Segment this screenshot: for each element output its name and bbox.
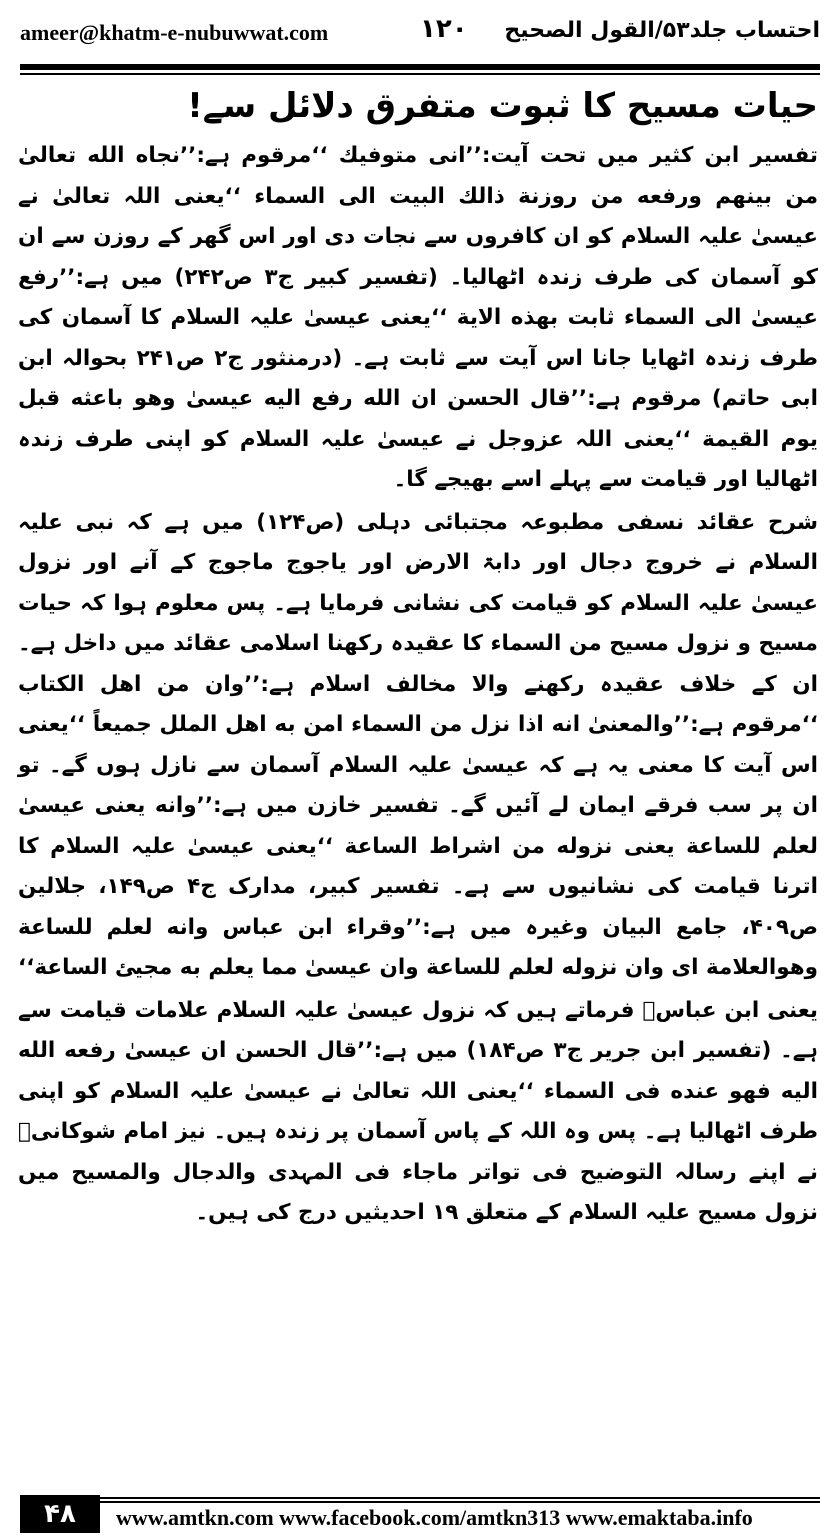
page-header — [20, 14, 820, 54]
footer-page-number: ۴۸ — [20, 1495, 100, 1533]
paragraph-3: یعنی ابن عباسؓ فرماتے ہیں کہ نزول عیسیٰ علیہ السلام علامات قیامت سے ہے۔ (تفسیر ابن جریر ج۳ ص۱۸۴) میں ہے:’’قال الحسن ان عیسیٰ رفعه الله الیه فهو عنده فی السماء ‘‘یعنی اللہ تعالیٰ نے عیسیٰ علیہ السلام کو اپنی طرف اٹھالیا ہے۔ پس وہ اللہ کے پاس آسمان پر زندہ ہیں۔ نیز امام شوکانیؒ نے اپنے رسالہ التوضیح فی تواتر ماجاء فی المہدی والدجال والمسیح میں نزول مسیح علیہ السلام کے متعلق ۱۹ احدیثیں درج کی ہیں۔ — [18, 997, 818, 1225]
running-title: احتساب جلد۵۳/القول الصحیح — [504, 18, 820, 43]
footer-rule-2 — [100, 1501, 820, 1503]
paragraph-1: تفسیر ابن کثیر میں تحت آیت:’’انی متوفیك ‘‘مرقوم ہے:’’نجاه الله تعالیٰ من بینهم ورفعه من روزنة ذالك البیت الی السماء ‘‘یعنی اللہ تعالیٰ نے عیسیٰ علیہ السلام کو ان کافروں سے نجات دی اور اس گھر کے روزن سے ان کو آسمان کی طرف زندہ اٹھالیا۔ (تفسیر کبیر ج۳ ص۲۴۲) میں ہے:’’رفع عیسیٰ الی السماء ثابت بهذه الایة ‘‘یعنی عیسیٰ علیہ السلام کا آسمان کی طرف زندہ اٹھایا جانا اس آیت سے ثابت ہے۔ (درمنثور ج۲ ص۲۴۱ بحوالہ ابن ابی حاتم) مرقوم ہے:’’قال الحسن ان الله رفع الیه عیسیٰ وهو باعثه قبل یوم القیمة ‘‘یعنی اللہ عزوجل نے عیسیٰ علیہ السلام کو اپنی طرف زندہ اٹھالیا اور قیامت سے پہلے اسے بھیجے گا۔ — [18, 143, 818, 492]
header-page-number: ۱۲۰ — [420, 14, 468, 44]
body-text — [18, 136, 818, 1234]
section-heading: حیات مسیح کا ثبوت متفرق دلائل سے! — [187, 86, 818, 126]
header-email: ameer@khatm-e-nubuwwat.com — [20, 20, 329, 45]
page-footer — [20, 1495, 820, 1535]
paragraph-2: شرح عقائد نسفی مطبوعہ مجتبائی دہلی (ص۱۲۴) میں ہے کہ نبی علیہ السلام نے خروج دجال اور دابۃ الارض اور یاجوج ماجوج کے آنے اور نزول عیسیٰ علیہ السلام کو قیامت کی نشانی فرمایا ہے۔ پس معلوم ہوا کہ حیات مسیح و نزول مسیح من السماء کا عقیدہ رکھنا اسلامی عقائد میں داخل ہے۔ ان کے خلاف عقیدہ رکھنے والا مخالف اسلام ہے:’’وان من اهل الکتاب ‘‘مرقوم ہے:’’والمعنیٰ انه اذا نزل من السماء امن به اهل الملل جمیعاً ‘‘یعنی اس آیت کا معنی یہ ہے کہ عیسیٰ علیہ السلام آسمان سے نازل ہوں گے۔ تو ان پر سب فرقے ایمان لے آئیں گے۔ تفسیر خازن میں ہے:’’وانه یعنی عیسیٰ لعلم للساعة یعنی نزوله من اشراط الساعة ‘‘یعنی عیسیٰ علیہ السلام کا اترنا قیامت کی نشانیوں سے ہے۔ تفسیر کبیر، مدارک ج۴ ص۱۴۹، جلالین ص۴۰۹، جامع البیان وغیرہ میں ہے:’’وقراء ابن عباس وانه لعلم للساعة وهوالعلامة ای وان نزوله لعلم للساعة وان عیسیٰ مما یعلم به مجیئ الساعة‘‘ — [18, 509, 818, 980]
footer-links[interactable]: www.amtkn.com www.facebook.com/amtkn313 www.emaktaba.info — [116, 1505, 753, 1530]
header-rule-thick — [20, 64, 820, 70]
footer-rule-1 — [100, 1497, 820, 1499]
header-rule-thin — [20, 73, 820, 75]
